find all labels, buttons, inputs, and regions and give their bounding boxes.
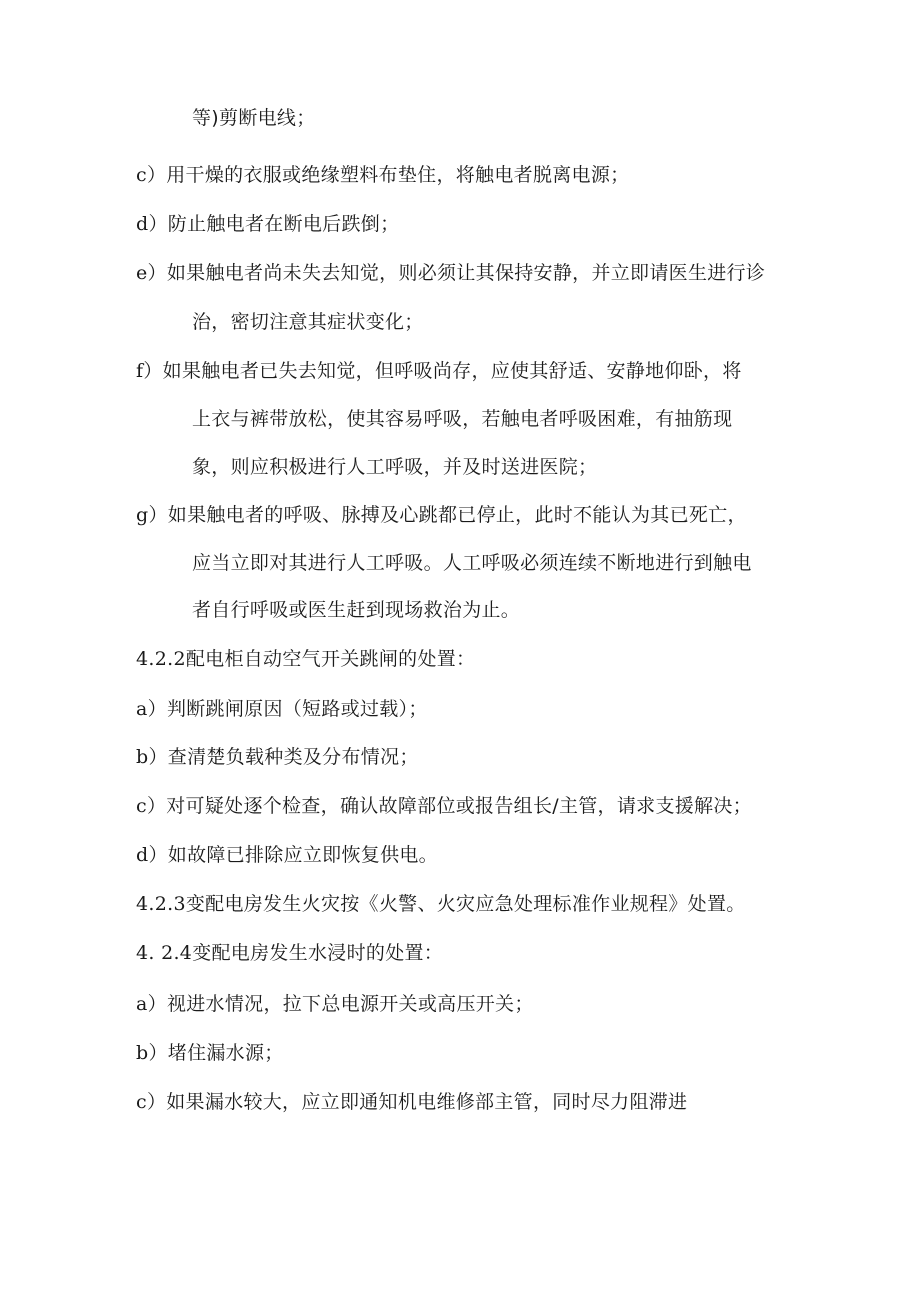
line-text: 用干燥的衣服或绝缘塑料布垫住，将触电者脱离电源； [166,164,630,186]
list-marker: g） [136,504,168,526]
line-text: 变配电房发生火灾按《火警、火灾应急处理标准作业规程》处置。 [185,893,746,915]
list-item-d [136,212,399,236]
line-text: 象，则应积极进行人工呼吸，并及时送进医院； [192,456,598,478]
list-item-g-continued [192,551,752,575]
list-item-b [136,1041,284,1065]
section-heading-4-2-3 [136,892,746,916]
list-item-f [136,359,742,383]
section-number: 4.2.2 [136,648,186,670]
list-item-f-continued [192,455,597,479]
list-marker: d） [136,844,168,866]
list-marker: a） [136,698,167,720]
line-text: 配电柜自动空气开关跳闸的处置： [185,648,476,670]
list-marker: b） [136,746,168,768]
list-item-e [136,261,765,285]
list-item-c [136,163,629,187]
list-item-d [136,843,438,867]
line-text: 防止触电者在断电后跌倒； [167,213,400,235]
list-item-a [136,992,534,1016]
list-item-e-continued [192,310,424,334]
line-text: 等)剪断电线； [192,107,316,129]
list-marker: e） [136,262,167,284]
list-marker: b） [136,1042,168,1064]
list-marker: c） [136,1091,167,1113]
list-item-a [136,697,428,721]
line-text: 判断跳闸原因（短路或过载）； [166,698,428,720]
section-heading-4-2-2 [136,647,475,671]
line-text: 如果触电者已失去知觉，但呼吸尚存，应使其舒适、安静地仰卧，将 [162,360,742,382]
line-text: 视进水情况，拉下总电源开关或高压开关； [166,993,534,1015]
list-item-f-continued [192,407,732,431]
line-text: 上衣与裤带放松，使其容易呼吸，若触电者呼吸困难，有抽筋现 [192,408,733,430]
list-item-g [136,503,747,527]
section-number: 4. 2.4 [136,942,193,964]
list-item-c [136,1090,687,1114]
list-marker: a） [136,993,167,1015]
list-item-b [136,745,419,769]
line-text: 如果触电者的呼吸、脉搏及心跳都已停止，此时不能认为其已死亡， [167,504,747,526]
text-line-1 [192,106,316,130]
line-text: 者自行呼吸或医生赶到现场救治为止。 [192,599,521,621]
line-text: 应当立即对其进行人工呼吸。人工呼吸必须连续不断地进行到触电 [192,552,752,574]
line-text: 如故障已排除应立即恢复供电。 [167,844,438,866]
line-text: 如果漏水较大，应立即通知机电维修部主管，同时尽力阻滞进 [166,1091,688,1113]
list-marker: c） [136,795,167,817]
line-text: 治，密切注意其症状变化； [192,311,424,333]
line-text: 如果触电者尚未失去知觉，则必须让其保持安静，并立即请医生进行诊 [166,262,766,284]
list-marker: f） [136,360,163,382]
section-heading-4-2-4 [136,941,443,965]
section-number: 4.2.3 [136,893,186,915]
line-text: 变配电房发生水浸时的处置： [192,942,444,964]
line-text: 堵住漏水源； [167,1042,284,1064]
list-item-g-continued [192,598,520,622]
line-text: 查清楚负载种类及分布情况； [167,746,419,768]
list-marker: c） [136,164,167,186]
list-marker: d） [136,213,168,235]
line-text: 对可疑处逐个检查，确认故障部位或报告组长/主管，请求支援解决； [166,795,752,817]
list-item-c [136,794,752,818]
